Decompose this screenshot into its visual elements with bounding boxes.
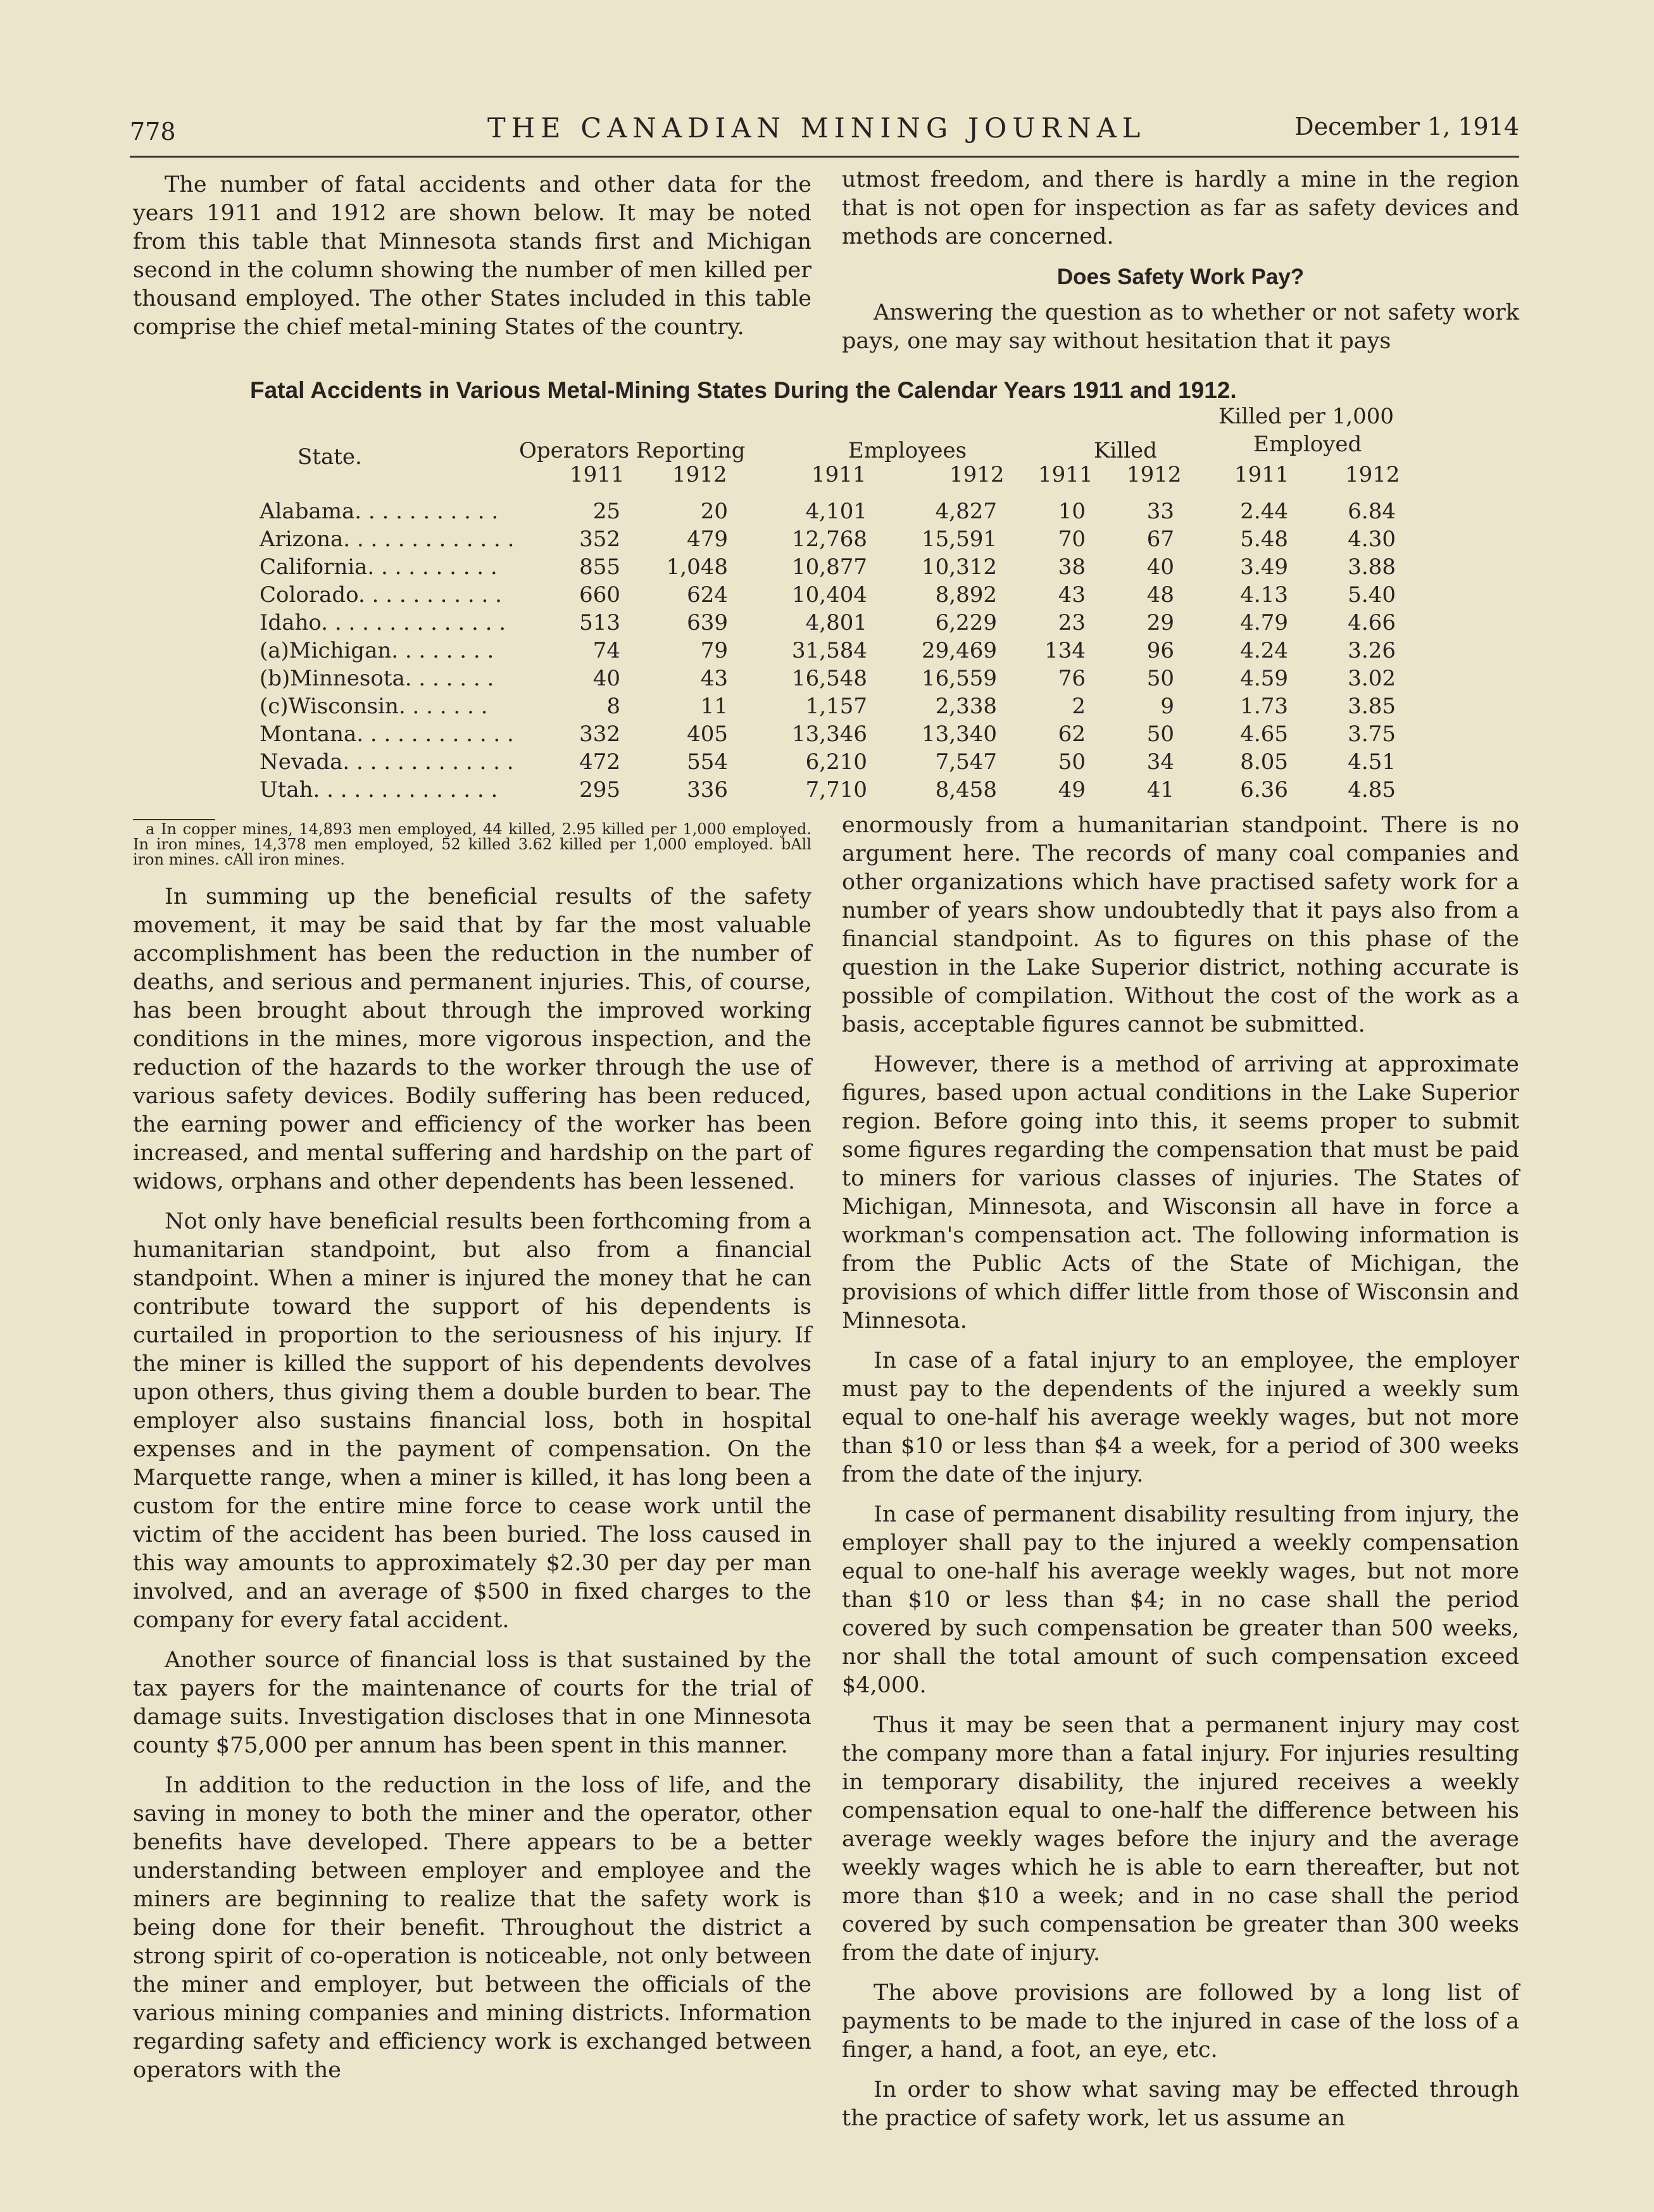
cell-em11: 7,710 <box>805 777 867 803</box>
year-header: 1912 <box>949 462 1005 487</box>
cell-op11: 332 <box>579 722 620 747</box>
header-state: State. <box>298 444 362 470</box>
cell-r12: 4.30 <box>1348 527 1396 552</box>
intro-continuation: utmost freedom, and there is hardly a mine in the region that is not open for inspection as far as safety devices and methods are concerned. <box>842 167 1519 249</box>
cell-r11: 3.49 <box>1240 554 1288 580</box>
header-employees: Employees <box>848 438 967 463</box>
intro-paragraph-2: Answering the question as to whether or not safety work pays, one may say without hesitation that it pays <box>842 300 1519 354</box>
cell-op11: 25 <box>592 499 620 524</box>
cell-r11: 4.24 <box>1240 638 1288 663</box>
cell-em12: 2,338 <box>935 694 997 719</box>
body-paragraph: In addition to the reduction in the loss of life, and the saving in money to both the miner and the operator, other benefits have developed. There appears to be a better understanding between employer and employee and the miners are beginning to realize that the safety work is being done for their benefit. Throughout the district a strong spirit of co-operation is noticeable, not only between the miner and employer, but between the officials of the various mining companies and mining districts. Information regarding safety and efficiency work is exchanged between operators with the <box>133 1773 811 2083</box>
cell-k12: 9 <box>1160 694 1174 719</box>
cell-op12: 624 <box>687 582 728 608</box>
left-intro-column <box>133 171 811 353</box>
cell-r12: 3.02 <box>1348 666 1396 691</box>
table-row <box>260 722 1418 748</box>
cell-em12: 8,458 <box>935 777 997 803</box>
cell-k12: 40 <box>1146 554 1174 580</box>
cell-k12: 29 <box>1146 610 1174 635</box>
state-name: California. . . . . . . . . . <box>260 554 498 580</box>
cell-op11: 295 <box>579 777 620 803</box>
cell-em11: 12,768 <box>792 527 867 552</box>
cell-r11: 2.44 <box>1240 499 1288 524</box>
table-row <box>260 638 1418 665</box>
cell-em11: 4,801 <box>805 610 867 635</box>
cell-k11: 38 <box>1058 554 1086 580</box>
body-continuation: enormously from a humanitarian standpoint. There is no argument here. The records of many coal companies and other organizations which have practised safety work for a number of years show undoubtedly that it pays also from a financial standpoint. As to figures on this phase of the question in the Lake Superior district, nothing accurate is possible of compilation. Without the cost of the work as a basis, acceptable figures cannot be submitted. <box>842 813 1519 1037</box>
cell-em11: 4,101 <box>805 499 867 524</box>
cell-k11: 62 <box>1058 722 1086 747</box>
section-heading: Does Safety Work Pay? <box>1056 265 1305 289</box>
cell-em12: 15,591 <box>922 527 997 552</box>
state-name: (a)Michigan. . . . . . . . <box>260 638 494 663</box>
header-killed-per-thousand: Killed per 1,000 <box>1219 404 1394 429</box>
cell-k11: 49 <box>1058 777 1086 803</box>
cell-em12: 4,827 <box>935 499 997 524</box>
cell-r11: 4.79 <box>1240 610 1288 635</box>
body-paragraph: Another source of financial loss is that sustained by the tax payers for the maintenance of courts for the trial of damage suits. Investigation discloses that in one Minnesota county $75,000 per annum has been spent in this manner. <box>133 1647 811 1758</box>
cell-k12: 48 <box>1146 582 1174 608</box>
page-header <box>130 113 1519 151</box>
state-name: Colorado. . . . . . . . . . . <box>260 582 502 608</box>
cell-k12: 33 <box>1146 499 1174 524</box>
header-operators: Operators Reporting <box>519 438 746 463</box>
table-row <box>260 527 1418 553</box>
cell-em11: 10,404 <box>792 582 867 608</box>
cell-em12: 16,559 <box>922 666 997 691</box>
intro-paragraph: The number of fatal accidents and other data for the years 1911 and 1912 are shown below. It may be noted from this table that Minnesota stands first and Michigan second in the column showing the number of men killed per thousand employed. The other States included in this table comprise the chief metal-mining States of the country. <box>133 172 811 340</box>
cell-r12: 3.88 <box>1348 554 1396 580</box>
header-employed: Employed <box>1253 432 1362 457</box>
body-paragraph: In case of permanent disability resulting from injury, the employer shall pay to the injured a weekly compensation equal to one-half his average weekly wages, but not more than $10 or less than $4; in no case shall the period covered by such compensation be greater than 500 weeks, nor shall the total amount of such compensation exceed $4,000. <box>842 1502 1519 1698</box>
cell-em11: 13,346 <box>792 722 867 747</box>
cell-op11: 472 <box>579 749 620 775</box>
cell-r12: 3.85 <box>1348 694 1396 719</box>
year-header: 1911 <box>570 462 625 487</box>
cell-r11: 4.13 <box>1240 582 1288 608</box>
cell-em11: 10,877 <box>792 554 867 580</box>
table-row <box>260 777 1418 804</box>
state-name: Montana. . . . . . . . . . . . <box>260 722 514 747</box>
cell-op12: 479 <box>687 527 728 552</box>
cell-op12: 405 <box>687 722 728 747</box>
year-header: 1912 <box>1345 462 1400 487</box>
cell-k11: 70 <box>1058 527 1086 552</box>
cell-r11: 8.05 <box>1240 749 1288 775</box>
cell-r11: 6.36 <box>1240 777 1288 803</box>
table-footnote: a In copper mines, 14,893 men employed, 44 killed, 2.95 killed per 1,000 employed. In iron mines, 14,378 men employed, 52 killed 3.62 killed per 1,000 employed. bAll iron mines. cAll iron mines. <box>133 820 811 868</box>
cell-op12: 20 <box>700 499 728 524</box>
state-name: Utah. . . . . . . . . . . . . . <box>260 777 498 803</box>
cell-op12: 336 <box>687 777 728 803</box>
cell-k11: 2 <box>1072 694 1086 719</box>
year-header: 1912 <box>1127 462 1182 487</box>
cell-em11: 1,157 <box>805 694 867 719</box>
state-name: Arizona. . . . . . . . . . . . . <box>260 527 515 552</box>
table-row <box>260 582 1418 609</box>
cell-em12: 8,892 <box>935 582 997 608</box>
state-name: (b)Minnesota. . . . . . . <box>260 666 494 691</box>
cell-r12: 4.66 <box>1348 610 1396 635</box>
cell-em12: 13,340 <box>922 722 997 747</box>
state-name: Idaho. . . . . . . . . . . . . . <box>260 610 506 635</box>
body-paragraph: The above provisions are followed by a long list of payments to be made to the injured in case of the loss of a finger, a hand, a foot, an eye, etc. <box>842 1980 1519 2063</box>
table-row <box>260 749 1418 776</box>
issue-date: December 1, 1914 <box>1294 113 1519 141</box>
fatal-accidents-table <box>260 399 1418 810</box>
cell-op12: 1,048 <box>666 554 728 580</box>
right-body-column <box>842 811 1519 2144</box>
table-row <box>260 499 1418 525</box>
cell-op12: 639 <box>687 610 728 635</box>
cell-k12: 67 <box>1146 527 1174 552</box>
body-paragraph: In order to show what saving may be effected through the practice of safety work, let us assume an <box>842 2077 1519 2131</box>
year-header: 1911 <box>811 462 867 487</box>
cell-em11: 31,584 <box>792 638 867 663</box>
cell-r12: 4.51 <box>1348 749 1396 775</box>
cell-op11: 40 <box>592 666 620 691</box>
cell-k11: 10 <box>1058 499 1086 524</box>
year-header: 1912 <box>672 462 727 487</box>
cell-k12: 50 <box>1146 666 1174 691</box>
body-paragraph: Not only have beneficial results been forthcoming from a humanitarian standpoint, but also from a financial standpoint. When a miner is injured the money that he can contribute toward the support of his dependents is curtailed in proportion to the seriousness of his injury. If the miner is killed the support of his dependents devolves upon others, thus giving them a double burden to bear. The employer also sustains financial loss, both in hospital expenses and in the payment of compensation. On the Marquette range, when a miner is killed, it has long been a custom for the entire mine force to cease work until the victim of the accident has been buried. The loss caused in this way amounts to approximately $2.30 per day per man involved, and an average of $500 in fixed charges to the company for every fatal accident. <box>133 1209 811 1633</box>
cell-op11: 8 <box>606 694 620 719</box>
cell-em12: 7,547 <box>935 749 997 775</box>
cell-op11: 352 <box>579 527 620 552</box>
cell-r12: 3.75 <box>1348 722 1396 747</box>
cell-op12: 554 <box>687 749 728 775</box>
table-row <box>260 554 1418 581</box>
cell-k11: 76 <box>1058 666 1086 691</box>
cell-em11: 6,210 <box>805 749 867 775</box>
cell-k11: 23 <box>1058 610 1086 635</box>
cell-r11: 5.48 <box>1240 527 1288 552</box>
cell-op11: 855 <box>579 554 620 580</box>
table-row <box>260 610 1418 637</box>
body-paragraph: Thus it may be seen that a permanent injury may cost the company more than a fatal injury. For injuries resulting in temporary disability, the injured receives a weekly compensation equal to one-half the difference between his average weekly wages before the injury and the average weekly wages which he is able to earn thereafter, but not more than $10 a week; and in no case shall the period covered by such compensation be greater than 300 weeks from the date of injury. <box>842 1713 1519 1966</box>
left-body-column <box>133 883 811 2096</box>
body-paragraph: In case of a fatal injury to an employee, the employer must pay to the dependents of the injured a weekly sum equal to one-half his average weekly wages, but not more than $10 or less than $4 a week, for a period of 300 weeks from the date of the injury. <box>842 1348 1519 1487</box>
table-title: Fatal Accidents in Various Metal-Mining States During the Calendar Years 1911 and 1912. <box>250 377 1237 403</box>
header-killed: Killed <box>1094 438 1157 463</box>
cell-em11: 16,548 <box>792 666 867 691</box>
cell-k12: 96 <box>1146 638 1174 663</box>
year-header: 1911 <box>1038 462 1093 487</box>
cell-k11: 134 <box>1044 638 1086 663</box>
cell-k11: 43 <box>1058 582 1086 608</box>
cell-op12: 43 <box>700 666 728 691</box>
cell-r11: 1.73 <box>1240 694 1288 719</box>
cell-op12: 79 <box>700 638 728 663</box>
state-name: (c)Wisconsin. . . . . . . <box>260 694 488 719</box>
cell-r12: 6.84 <box>1348 499 1396 524</box>
cell-r12: 3.26 <box>1348 638 1396 663</box>
cell-op11: 513 <box>579 610 620 635</box>
table-row <box>260 694 1418 720</box>
table-row <box>260 666 1418 692</box>
cell-k12: 34 <box>1146 749 1174 775</box>
cell-op11: 660 <box>579 582 620 608</box>
cell-r11: 4.59 <box>1240 666 1288 691</box>
state-name: Nevada. . . . . . . . . . . . . <box>260 749 514 775</box>
cell-em12: 10,312 <box>922 554 997 580</box>
page-number: 778 <box>130 118 176 146</box>
cell-r12: 4.85 <box>1348 777 1396 803</box>
cell-em12: 29,469 <box>922 638 997 663</box>
cell-r11: 4.65 <box>1240 722 1288 747</box>
cell-op12: 11 <box>700 694 728 719</box>
header-rule <box>130 156 1519 158</box>
cell-op11: 74 <box>592 638 620 663</box>
state-name: Alabama. . . . . . . . . . . <box>260 499 499 524</box>
cell-k11: 50 <box>1058 749 1086 775</box>
year-header: 1911 <box>1234 462 1289 487</box>
cell-em12: 6,229 <box>935 610 997 635</box>
right-intro-column <box>842 166 1519 367</box>
cell-k12: 50 <box>1146 722 1174 747</box>
cell-k12: 41 <box>1146 777 1174 803</box>
cell-r12: 5.40 <box>1348 582 1396 608</box>
body-paragraph: However, there is a method of arriving at approximate figures, based upon actual conditions in the Lake Superior region. Before going into this, it seems proper to submit some figures regarding the compensation that must be paid to miners for various classes of injuries. The States of Michigan, Minnesota, and Wisconsin all have in force a workman's compensation act. The following information is from the Public Acts of the State of Michigan, the provisions of which differ little from those of Wisconsin and Minnesota. <box>842 1052 1519 1334</box>
body-paragraph: In summing up the beneficial results of the safety movement, it may be said that by far the most valuable accomplishment has been the reduction in the number of deaths, and serious and permanent injuries. This, of course, has been brought about through the improved working conditions in the mines, more vigorous inspection, and the reduction of the hazards to the worker through the use of various safety devices. Bodily suffering has been reduced, the earning power and efficiency of the worker has been increased, and mental suffering and hardship on the part of widows, orphans and other dependents has been lessened. <box>133 884 811 1194</box>
journal-title: THE CANADIAN MINING JOURNAL <box>487 113 1146 144</box>
